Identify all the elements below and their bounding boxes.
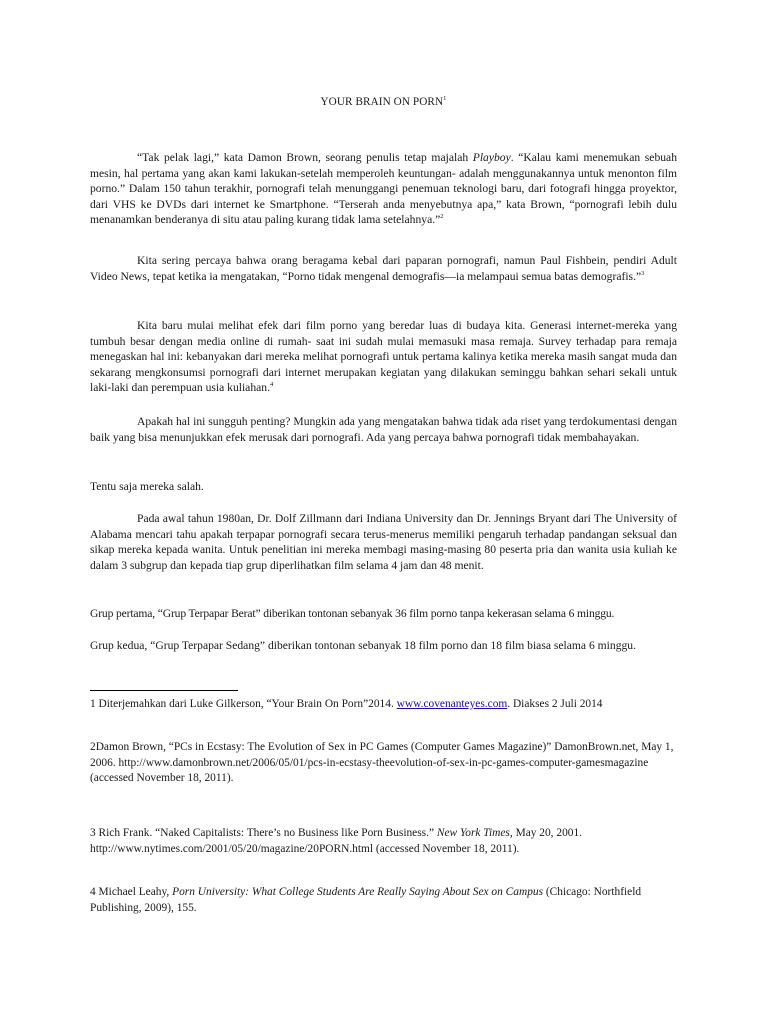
footnote-4-text-b: (Chicago: Northfield Publishing, 2009), 155. bbox=[90, 886, 642, 914]
footnote-3-publication: New York Times, bbox=[436, 827, 513, 839]
paragraph-1-text-a: “Tak pelak lagi,” kata Damon Brown, seorang penulis tetap majalah bbox=[137, 151, 473, 164]
paragraph-1-text-b: . “Kalau kami menemukan sebuah mesin, hal pertama yang akan kami lakukan-setelah memperoleh keuntungan- adalah menggunakannya untuk menonton film porno.” Dalam 150 tahun terakhir, pornografi telah menunggangi penemuan teknologi baru, dari fotografi hingga proyektor, dari VHS ke DVDs dari internet ke Smartphone. “Terserah anda menyebutnya apa,” kata Brown, “pornografi lebih dulu menanamkan benderanya di situ atau paling kurang tidak lama setelahnya.” bbox=[90, 151, 677, 226]
paragraph-1 bbox=[90, 150, 677, 228]
footnote-1-text-a: 1 Diterjemahkan dari Luke Gilkerson, “Your Brain On Porn”2014. bbox=[90, 698, 397, 710]
footnote-ref-1: 1 bbox=[443, 95, 447, 102]
paragraph-8 bbox=[90, 638, 677, 654]
footnote-2 bbox=[90, 740, 680, 787]
footnote-1-text-b: . Diakses 2 Juli 2014 bbox=[507, 698, 603, 710]
title-text: YOUR BRAIN ON PORN bbox=[320, 96, 444, 108]
paragraph-7-text: Grup pertama, “Grup Terpapar Berat” diberikan tontonan sebanyak 36 film porno tanpa kekerasan selama 6 minggu. bbox=[90, 607, 615, 620]
footnote-1-link[interactable]: www.covenanteyes.com bbox=[396, 698, 508, 710]
footnote-separator bbox=[90, 690, 238, 691]
paragraph-8-text: Grup kedua, “Grup Terpapar Sedang” diberikan tontonan sebanyak 18 film porno dan 18 film biasa selama 6 minggu. bbox=[90, 639, 636, 652]
paragraph-3-text: Kita baru mulai melihat efek dari film porno yang beredar luas di budaya kita. Generasi internet-mereka yang tumbuh besar dengan media online di rumah- saat ini sudah mulai memasuki masa remaja. Survey terhadap para remaja menegaskan hal ini: kebanyakan dari mereka melihat pornografi untuk pertama kalinya ketika mereka masih sangat muda dan sekarang mengkonsumsi pornografi dari internet merupakan kegiatan yang dilakukan seminggu bahkan sehari sekali untuk laki-laki dan perempuan usia kuliahan. bbox=[90, 319, 677, 394]
paragraph-5 bbox=[90, 479, 677, 495]
footnote-4 bbox=[90, 885, 680, 916]
footnote-3-text-a: 3 Rich Frank. “Naked Capitalists: There’s no Business like Porn Business.” bbox=[90, 827, 437, 839]
paragraph-2-text: Kita sering percaya bahwa orang beragama kebal dari paparan pornografi, namun Paul Fishbein, pendiri Adult Video News, tepat ketika ia mengatakan, “Porno tidak mengenal demografis—ia melampaui semua batas demografis.” bbox=[90, 254, 677, 283]
footnote-4-book-title: Porn University: What College Students Are Really Saying About Sex on Campus bbox=[172, 886, 544, 898]
footnote-ref-3: 3 bbox=[641, 269, 645, 277]
footnote-ref-2: 2 bbox=[440, 213, 444, 220]
footnote-3-text-b: May 20, 2001. http://www.nytimes.com/2001/05/20/magazine/20PORN.html (accessed November 18, 2011). bbox=[90, 827, 583, 855]
footnote-2-text: 2Damon Brown, “PCs in Ecstasy: The Evolution of Sex in PC Games (Computer Games Magazine)” DamonBrown.net, May 1, 2006. http://www.damonbrown.net/2006/05/01/pcs-in-ecstasy-theevolution-of-sex-in-pc-games-computer-gamesmagazine (accessed November 18, 2011). bbox=[90, 741, 674, 784]
paragraph-5-text: Tentu saja mereka salah. bbox=[90, 480, 204, 493]
paragraph-6 bbox=[90, 511, 677, 573]
paragraph-4-text: Apakah hal ini sungguh penting? Mungkin ada yang mengatakan bahwa tidak ada riset yang terdokumentasi dengan baik yang bisa menunjukkan efek merusak dari pornografi. Ada yang percaya bahwa pornografi tidak membahayakan. bbox=[90, 415, 677, 444]
footnote-4-text-a: 4 Michael Leahy, bbox=[90, 886, 173, 898]
paragraph-7 bbox=[90, 606, 677, 622]
paragraph-3 bbox=[90, 318, 677, 396]
magazine-name: Playboy bbox=[472, 151, 511, 164]
footnote-ref-4: 4 bbox=[269, 381, 274, 388]
document-title bbox=[90, 95, 677, 111]
footnote-3 bbox=[90, 826, 680, 857]
paragraph-6-text: Pada awal tahun 1980an, Dr. Dolf Zillmann dari Indiana University dan Dr. Jennings Bryant dari The University of Alabama mencari tahu apakah terpapar pornografi secara terus-menerus memiliki pengaruh terhadap pandangan seksual dan sikap mereka kepada wanita. Untuk penelitian ini mereka membagi masing-masing 80 peserta pria dan wanita usia kuliah ke dalam 3 subgrup dan kepada tiap grup diperlihatkan film selama 4 jam dan 48 menit. bbox=[90, 512, 677, 572]
footnote-1 bbox=[90, 697, 680, 713]
paragraph-4 bbox=[90, 414, 677, 445]
paragraph-2 bbox=[90, 253, 677, 284]
